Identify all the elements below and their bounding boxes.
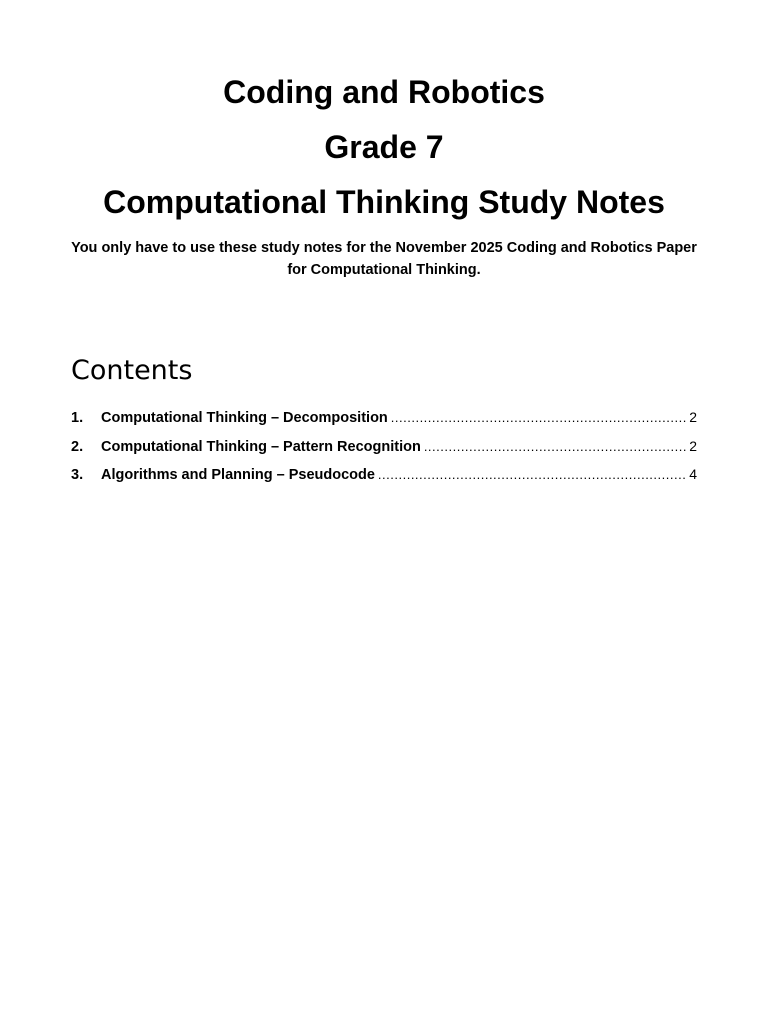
intro-note: You only have to use these study notes for the November 2025 Coding and Robotics Paper for Computational Thinking. — [71, 240, 697, 278]
toc-dot-leader — [424, 433, 686, 461]
toc-dot-leader — [378, 461, 686, 489]
title-block — [0, 65, 768, 230]
toc-entry-number: 1. — [71, 410, 84, 426]
toc-entry-title[interactable]: Computational Thinking – Decomposition — [101, 410, 388, 426]
toc-dot-leader — [391, 404, 686, 432]
toc-entry-page: 2 — [689, 409, 697, 425]
document-title: Coding and Robotics — [223, 74, 545, 110]
table-of-contents — [71, 403, 697, 489]
toc-entry-page: 4 — [689, 466, 697, 482]
document-subtitle: Computational Thinking Study Notes — [103, 184, 665, 220]
toc-entry[interactable] — [71, 432, 697, 461]
document-grade: Grade 7 — [324, 129, 444, 165]
toc-entry-number: 3. — [71, 467, 84, 483]
toc-entry[interactable] — [71, 460, 697, 489]
toc-entry-title[interactable]: Algorithms and Planning – Pseudocode — [101, 467, 375, 483]
toc-entry-page: 2 — [689, 437, 697, 454]
toc-entry-number: 2. — [71, 438, 84, 455]
toc-entry[interactable] — [71, 403, 697, 432]
contents-heading: Contents — [71, 355, 193, 386]
toc-entry-title[interactable]: Computational Thinking – Pattern Recognition — [101, 438, 421, 455]
